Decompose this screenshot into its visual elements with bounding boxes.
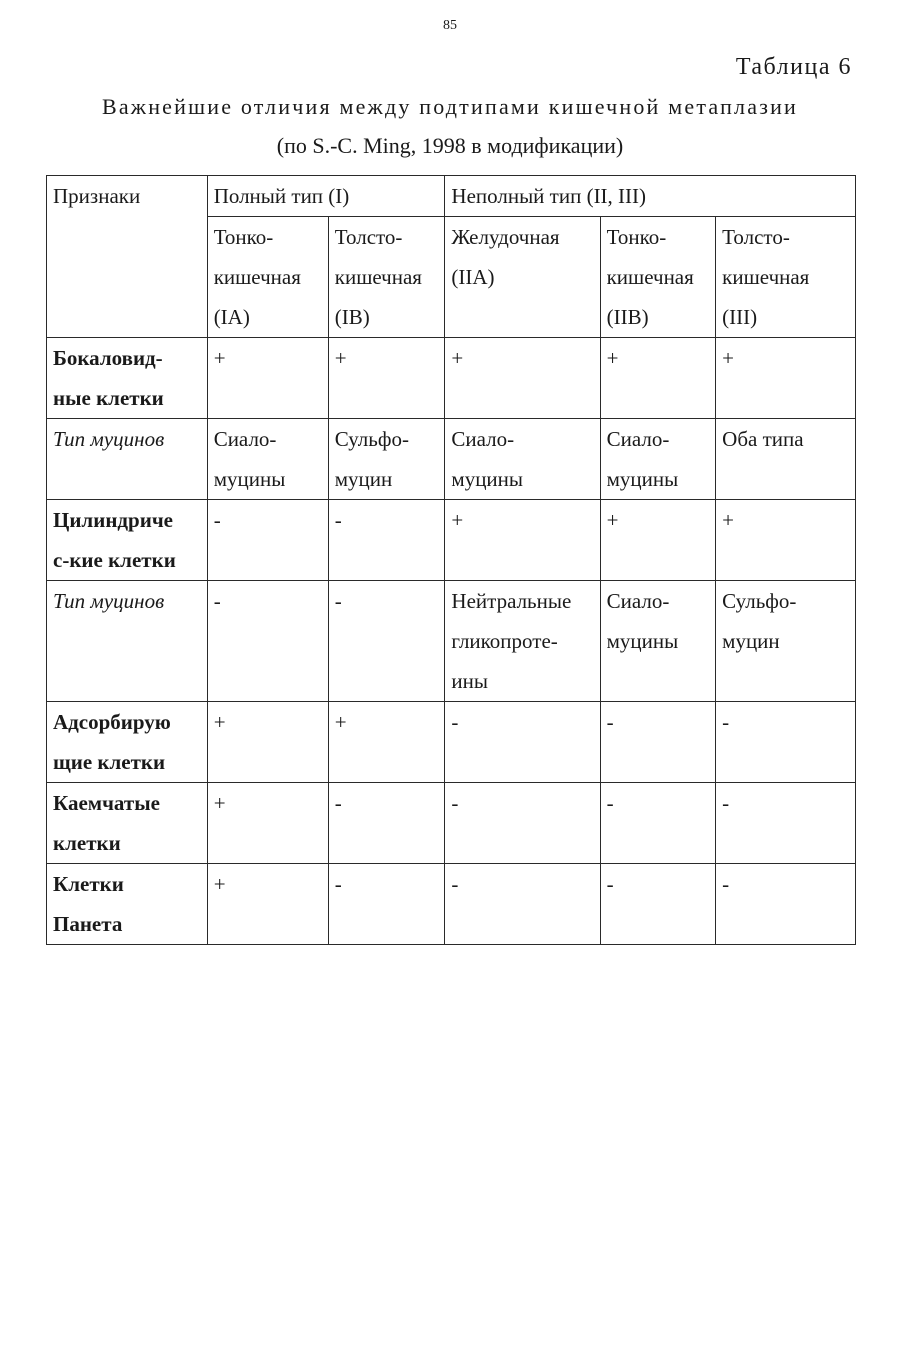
table-cell: - [716,783,856,864]
table-cell: - [328,783,445,864]
table-cell: - [600,864,716,945]
table-cell: + [716,338,856,419]
table-row [47,419,856,500]
table-cell: - [328,500,445,581]
row-feature: Клетки Панета [47,864,208,945]
table-group-header-row [47,176,856,217]
table-cell: - [600,783,716,864]
table-cell: + [600,500,716,581]
table-cell: - [328,864,445,945]
row-feature: Тип муцинов [47,419,208,500]
row-feature: Цилиндриче с-кие клетки [47,500,208,581]
header-subtype-ia: Тонко- кишечная (IA) [207,217,328,338]
header-subtype-iib: Тонко- кишечная (IIB) [600,217,716,338]
table-row [47,864,856,945]
header-group-complete: Полный тип (I) [207,176,445,217]
table-cell: Сиало- муцины [600,581,716,702]
table-cell: - [445,702,600,783]
table-cell: Нейтральные гликопроте- ины [445,581,600,702]
table-cell: - [445,783,600,864]
table-cell: + [328,702,445,783]
header-group-incomplete: Неполный тип (II, III) [445,176,856,217]
table-cell: - [207,581,328,702]
table-cell: - [445,864,600,945]
table-cell: + [207,702,328,783]
table-title: Важнейшие отличия между подтипами кишечной метаплазии [101,94,799,119]
header-features: Признаки [47,176,208,338]
row-feature: Каемчатые клетки [47,783,208,864]
row-feature: Тип муцинов [47,581,208,702]
table-cell: - [207,500,328,581]
table-cell: + [445,338,600,419]
table-cell: - [328,581,445,702]
table-cell: Оба типа [716,419,856,500]
table-subtitle: (по S.-C. Ming, 1998 в модификации) [276,133,624,158]
table-row [47,581,856,702]
table-cell: + [207,864,328,945]
table-cell: + [716,500,856,581]
header-subtype-ib: Толсто- кишечная (IB) [328,217,445,338]
table-row [47,702,856,783]
table-cell: Сульфо- муцин [328,419,445,500]
row-feature: Адсорбирую щие клетки [47,702,208,783]
table-cell: + [207,338,328,419]
header-subtype-iii: Толсто- кишечная (III) [716,217,856,338]
table-cell: + [207,783,328,864]
table-cell: + [328,338,445,419]
table-row [47,500,856,581]
table-cell: + [445,500,600,581]
table-cell: - [716,864,856,945]
table-row [47,783,856,864]
table-cell: - [716,702,856,783]
table-cell: Сиало- муцины [207,419,328,500]
comparison-table [46,175,856,945]
table-cell: Сиало- муцины [600,419,716,500]
table-cell: Сульфо- муцин [716,581,856,702]
table-label: Таблица 6 [735,54,852,80]
table-cell: Сиало- муцины [445,419,600,500]
table-row [47,338,856,419]
table-cell: - [600,702,716,783]
page-number: 85 [443,18,457,33]
header-subtype-iia: Желудочная (IIA) [445,217,600,338]
table-cell: + [600,338,716,419]
row-feature: Бокаловид- ные клетки [47,338,208,419]
